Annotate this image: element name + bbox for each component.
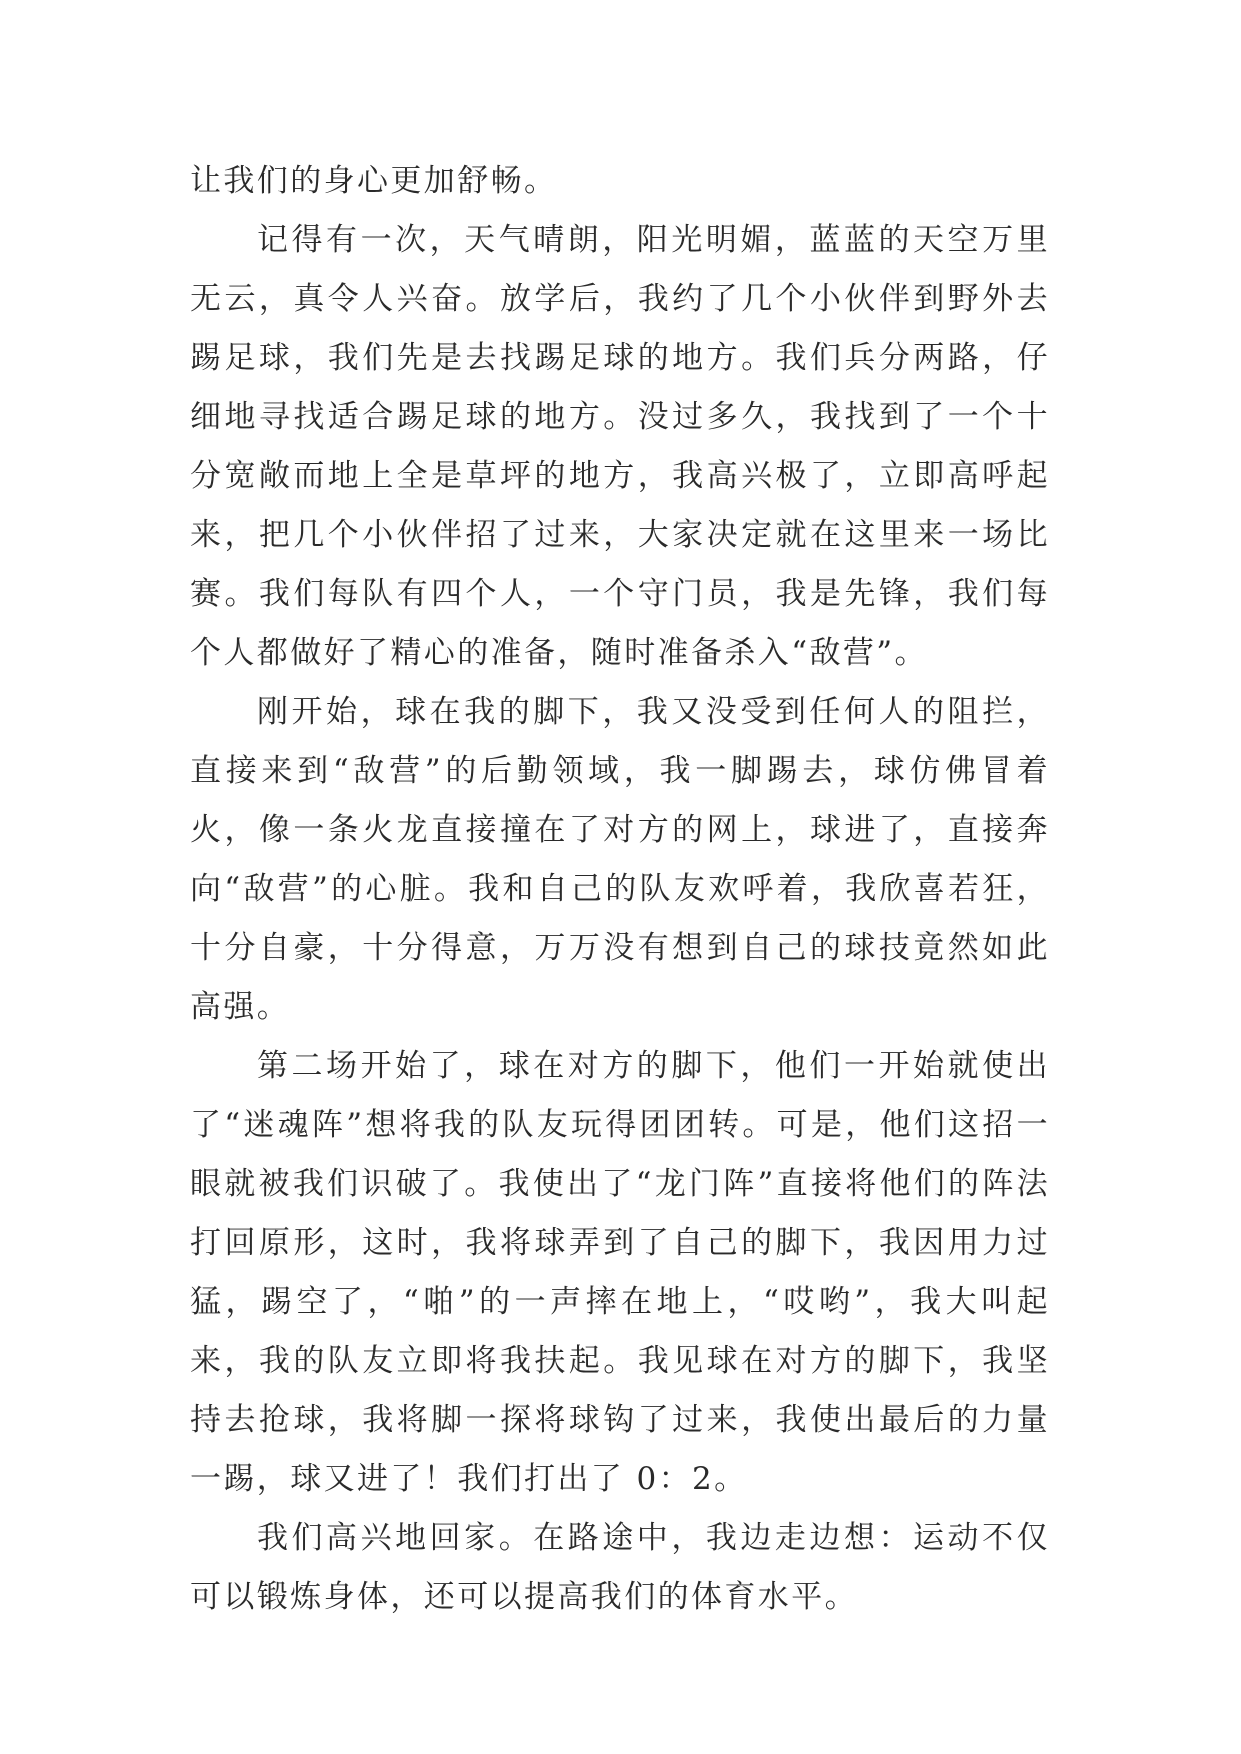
paragraph-conclusion: 我们高兴地回家。在路途中，我边走边想：运动不仅可以锻炼身体，还可以提高我们的体育水平。	[190, 1520, 1050, 1615]
paragraph-match-start: 记得有一次，天气晴朗，阳光明媚，蓝蓝的天空万里无云，真令人兴奋。放学后，我约了几个小伙伴到野外去踢足球，我们先是去找踢足球的地方。我们兵分两路，仔细地寻找适合踢足球的地方。没过多久，我找到了一个十分宽敞而地上全是草坪的地方，我高兴极了，立即高呼起来，把几个小伙伴招了过来，大家决定就在这里来一场比赛。我们每队有四个人，一个守门员，我是先锋，我们每个人都做好了精心的准备，随时准备杀入“敌营”。	[190, 222, 1050, 671]
article-body	[190, 152, 1050, 1627]
paragraph-first-goal: 刚开始，球在我的脚下，我又没受到任何人的阻拦，直接来到“敌营”的后勤领域，我一脚踢去，球仿佛冒着火，像一条火龙直接撞在了对方的网上，球进了，直接奔向“敌营”的心脏。我和自己的队友欢呼着，我欣喜若狂，十分自豪，十分得意，万万没有想到自己的球技竟然如此高强。	[190, 694, 1050, 1025]
paragraph-second-game: 第二场开始了，球在对方的脚下，他们一开始就使出了“迷魂阵”想将我的队友玩得团团转。可是，他们这招一眼就被我们识破了。我使出了“龙门阵”直接将他们的阵法打回原形，这时，我将球弄到了自己的脚下，我因用力过猛，踢空了，“啪”的一声摔在地上，“哎哟”，我大叫起来，我的队友立即将我扶起。我见球在对方的脚下，我坚持去抢球，我将脚一探将球钩了过来，我使出最后的力量一踢，球又进了！我们打出了 0：2。	[190, 1048, 1050, 1497]
paragraph-continuation: 让我们的身心更加舒畅。	[190, 163, 558, 199]
